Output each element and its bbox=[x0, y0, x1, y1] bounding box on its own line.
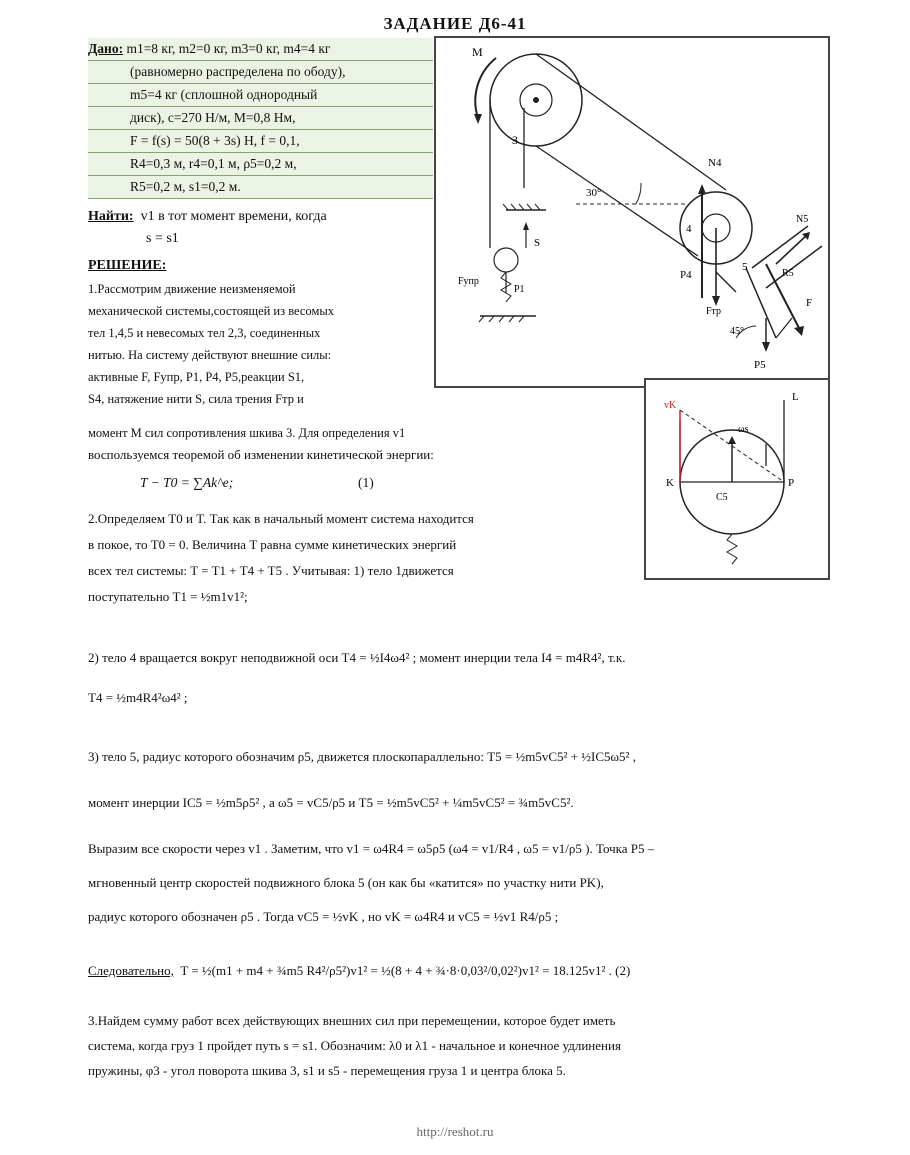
label-ftr: Fтр bbox=[706, 306, 722, 317]
given-line: R5=0,2 м, s1=0,2 м. bbox=[130, 179, 241, 194]
label-p5: P5 bbox=[754, 359, 766, 371]
equation-2: T = ½(m1 + m4 + ¾m5 R4²/ρ5²)v1² = ½(8 + 4 + ¾·8·0,03²/0,02²)v1² = 18.125v1² . (2) bbox=[180, 963, 631, 978]
equation-number: (1) bbox=[358, 475, 374, 490]
mechanism-figure bbox=[434, 36, 830, 388]
inset-drawing bbox=[646, 380, 828, 578]
label-45: 45° bbox=[730, 326, 744, 337]
incline bbox=[752, 226, 808, 268]
solution-paragraph-6 bbox=[88, 960, 848, 982]
label-n5: N5 bbox=[796, 214, 809, 225]
incline-base bbox=[776, 318, 792, 338]
f-arrowhead bbox=[794, 326, 804, 336]
solution-paragraph-3 bbox=[88, 638, 848, 718]
belt-lower bbox=[536, 146, 698, 256]
text-line: нитью. На систему действуют внешние силы: bbox=[88, 348, 332, 362]
belt-upper bbox=[536, 54, 726, 190]
equation-1: T − T0 = ∑Ak^e; bbox=[140, 475, 234, 490]
text-line: 3) тело 5, радиус которого обозначим ρ5, движется плоскопараллельно: T5 = ½m5vC5² + ½IC5ω5² , bbox=[88, 749, 636, 764]
label-c5: C5 bbox=[716, 492, 728, 503]
mechanism-drawing bbox=[436, 38, 828, 386]
p4-arrowhead bbox=[712, 296, 720, 306]
text-line: 3.Найдем сумму работ всех действующих внешних сил при перемещении, которое будет иметь bbox=[88, 1013, 616, 1028]
solution-heading: РЕШЕНИЕ: bbox=[88, 258, 167, 273]
given-line: m5=4 кг (сплошной однородный bbox=[130, 87, 318, 102]
text-line: Выразим все скорости через v1 . Заметим, что v1 = ω4R4 = ω5ρ5 (ω4 = v1/R4 , ω5 = v1/ρ5 ). Точка P5 – bbox=[88, 841, 655, 856]
n4-arrowhead bbox=[698, 184, 706, 194]
moment-arc bbox=[475, 58, 496, 118]
solution-paragraph-5 bbox=[88, 832, 848, 934]
body-1 bbox=[494, 248, 518, 272]
label-30: 30° bbox=[586, 187, 602, 199]
text-line: T4 = ½m4R4²ω4² ; bbox=[88, 690, 188, 705]
inset-figure bbox=[644, 378, 830, 580]
label-f: F bbox=[806, 297, 813, 309]
text-line: тел 1,4,5 и невесомых тел 2,3, соединенных bbox=[88, 326, 321, 340]
label-p1: P1 bbox=[514, 284, 525, 295]
solution-paragraph-1 bbox=[88, 278, 433, 410]
solution-paragraph-2 bbox=[88, 506, 648, 610]
find-line: s = s1 bbox=[146, 231, 179, 246]
text-line: 2.Определяем T0 и T. Так как в начальный момент система находится bbox=[88, 511, 474, 526]
c5-arrowhead bbox=[728, 436, 736, 444]
text-line: поступательно T1 = ½m1v1²; bbox=[88, 589, 248, 604]
text-line: S4, натяжение нити S, сила трения Fтр и bbox=[88, 392, 304, 406]
page-title: ЗАДАНИЕ Д6-41 bbox=[383, 14, 527, 33]
s-arrowhead bbox=[523, 222, 529, 230]
given-line: (равномерно распределена по ободу), bbox=[130, 64, 346, 79]
text-line: момент М сил сопротивления шкива 3. Для определения v1 bbox=[88, 426, 406, 440]
text-line: активные F, Fупр, P1, P4, P5,реакции S1, bbox=[88, 370, 305, 384]
footer-url[interactable]: http://reshot.ru bbox=[416, 1124, 494, 1139]
solution-paragraph-4 bbox=[88, 734, 848, 826]
p5-arrowhead bbox=[762, 342, 770, 352]
label-4: 4 bbox=[686, 223, 692, 235]
text-line: радиус которого обозначен ρ5 . Тогда vC5 = ½vK , но vK = ω4R4 и vC5 = ½v1 R4/ρ5 ; bbox=[88, 909, 559, 924]
label-p: P bbox=[788, 477, 795, 489]
text-line: момент инерции IC5 = ½m5ρ5² , а ω5 = vC5/ρ5 и T5 = ½m5vC5² + ¼m5vC5² = ¾m5vC5². bbox=[88, 795, 574, 810]
label-l: L bbox=[792, 391, 799, 403]
label-fupr: Fупр bbox=[458, 276, 479, 287]
find-block bbox=[88, 206, 433, 250]
text-line: воспользуемся теоремой об изменении кинетической энергии: bbox=[88, 447, 434, 462]
text-line: механической системы,состоящей из весомых bbox=[88, 304, 334, 318]
find-line: v1 в тот момент времени, когда bbox=[140, 209, 327, 224]
find-label: Найти: bbox=[88, 209, 134, 224]
pulley-3-axle bbox=[533, 97, 539, 103]
friction-arrow bbox=[716, 272, 736, 292]
text-line: всех тел системы: T = T1 + T4 + T5 . Учитывая: 1) тело 1движется bbox=[88, 563, 454, 578]
label-r5: R5 bbox=[782, 268, 794, 279]
text-line: мгновенный центр скоростей подвижного блока 5 (он как бы «катится» по участку нити PK), bbox=[88, 875, 604, 890]
given-line: диск), c=270 Н/м, М=0,8 Нм, bbox=[130, 110, 296, 125]
given-line: F = f(s) = 50(8 + 3s) Н, f = 0,1, bbox=[130, 133, 300, 148]
text-line: 1.Рассмотрим движение неизменяемой bbox=[88, 282, 296, 296]
given-block bbox=[88, 38, 433, 199]
text-line: в покое, то T0 = 0. Величина T равна сумме кинетических энергий bbox=[88, 537, 457, 552]
label-k: K bbox=[666, 477, 674, 489]
text-line: 2) тело 4 вращается вокруг неподвижной оси T4 = ½I4ω4² ; момент инерции тела I4 = m4R4², т.к. bbox=[88, 650, 626, 665]
label-vk: vK bbox=[664, 400, 677, 411]
text-line: пружины, φ3 - угол поворота шкива 3, s1 и s5 - перемещения груза 1 и центра блока 5. bbox=[88, 1063, 566, 1078]
inset-spring bbox=[727, 534, 737, 564]
ground-hatch bbox=[479, 316, 524, 322]
label-n4: N4 bbox=[708, 157, 722, 169]
label-3: 3 bbox=[512, 133, 518, 147]
incline-support bbox=[746, 268, 776, 338]
given-line: m1=8 кг, m2=0 кг, m3=0 кг, m4=4 кг bbox=[126, 41, 331, 56]
label-5: 5 bbox=[742, 261, 748, 273]
label-s: S bbox=[534, 237, 541, 249]
given-line: R4=0,3 м, r4=0,1 м, ρ5=0,2 м, bbox=[130, 156, 297, 171]
label-p4: P4 bbox=[680, 269, 692, 281]
solution-paragraph-7 bbox=[88, 1008, 848, 1083]
text-label: Следовательно, bbox=[88, 963, 174, 978]
given-label: Дано: bbox=[88, 41, 124, 56]
text-line: система, когда груз 1 пройдет путь s = s1. Обозначим: λ0 и λ1 - начальное и конечное удлинения bbox=[88, 1038, 621, 1053]
label-omega: ωs bbox=[738, 424, 749, 435]
moment-arrowhead bbox=[474, 114, 482, 124]
support-hatch bbox=[503, 204, 540, 210]
label-m: M bbox=[472, 45, 483, 59]
angle-30-arc bbox=[636, 183, 641, 204]
